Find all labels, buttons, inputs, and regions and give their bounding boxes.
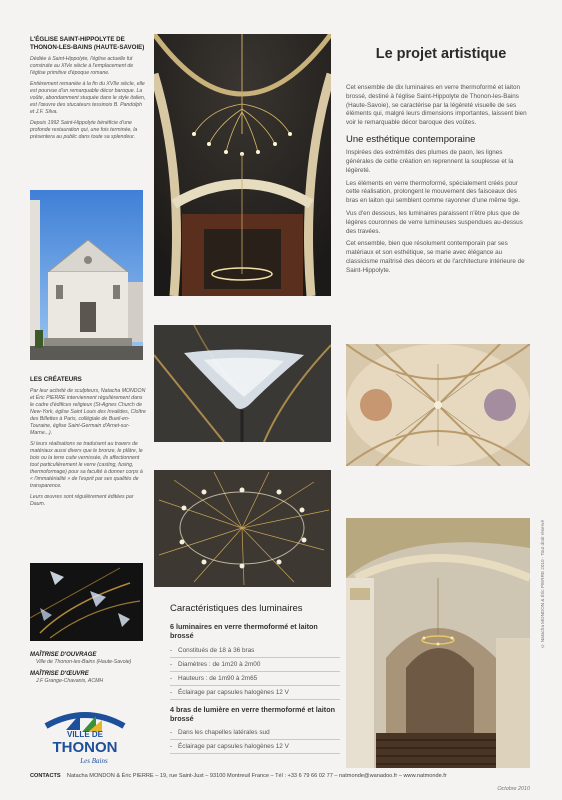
maitrise-ouvrage-text: Ville de Thonon-les-Bains (Haute-Savoie) <box>36 659 132 666</box>
list-item: - Dans les chapelles latérales sud <box>170 726 340 740</box>
specs-group1-list <box>170 644 340 700</box>
vault-ceiling-photo <box>346 344 530 466</box>
project-subtitle: Une esthétique contemporaine <box>346 134 476 146</box>
specs-group1-title: 6 luminaires en verre thermoformé et laiton brossé <box>170 622 318 641</box>
contacts-names: Natacha MONDON & Éric PIERRE <box>66 773 154 779</box>
maitrise-oeuvre-heading: MAÎTRISE D'ŒUVRE <box>30 671 89 678</box>
church-interior-photo <box>346 518 530 768</box>
creators-section <box>30 376 146 508</box>
church-description <box>30 36 146 141</box>
list-item: - Hauteurs : de 1m90 à 2m65 <box>170 672 340 686</box>
logo-line3: Les Bains <box>80 757 108 765</box>
publication-date: Octobre 2010 <box>497 786 530 792</box>
list-item: - Éclairage par capsules halogènes 12 V <box>170 686 340 700</box>
list-item: - Éclairage par capsules halogènes 12 V <box>170 740 340 754</box>
specs-group2-title: 4 bras de lumière en verre thermoformé et laiton brossé <box>170 704 335 724</box>
church-paragraph: Depuis 1992 Saint-Hippolyte bénéficie d'une profonde restauration qui, une fois terminée, la présentera au public dans toute sa splendeur. <box>30 119 138 140</box>
creators-paragraph: Par leur activité de sculpteurs, Natacha MONDON et Éric PIERRE interviennent régulièrement dans le cadre d'édifices religieux (St-Agnes Church de New-York, église Saint Louis des Invalides, Cloître des Billettes à Paris, collégiale de Bueil-en-Touraine, église Saint-Germain d'Arnet-sur-Marne...). <box>30 387 146 436</box>
church-paragraph: Entièrement remaniée à la fin du XVIIe siècle, elle est pourvue d'un remarquable décor baroque. La voûte, abondamment stuquée dans le style italien, est l'œuvre des stucateurs tessinois B. Pandolph et J.F. Silva. <box>30 80 146 115</box>
specs-section <box>170 603 340 759</box>
list-item: - Diamètres : de 1m20 à 2m00 <box>170 658 340 672</box>
copyright-credit: © Natacha MONDON & Éric PIERRE 2010 · Tout droit réservé <box>540 520 545 649</box>
contacts-footer <box>30 773 532 779</box>
project-title: Le projet artistique <box>375 46 507 62</box>
church-heading: L'ÉGLISE SAINT-HIPPOLYTE DE THONON-LES-BAINS (HAUTE-SAVOIE) <box>30 36 145 51</box>
project-intro: Cet ensemble de dix luminaires en verre thermoformé et laiton brossé, destiné à l'église Saint-Hippolyte de Thonon-les-Bains (Haute-Savoie), se caractérise par la légèreté visuelle de ses éléments qui, malgré leurs dimensions importantes, laissent bien voir le remarquable décor baroque des voûtes. <box>346 84 527 127</box>
project-paragraph: Cet ensemble, bien que résolument contemporain par ses matériaux et son esthétique, se marie avec élégance au classicisme maîtrisé des décors et de l'architecture intérieure de Saint-Hippolyte. <box>346 240 525 274</box>
church-paragraph: Dédiée à Saint-Hippolyte, l'église actuelle fut construite au XIVe siècle à l'emplacement de l'église primitive d'époque romane. <box>30 55 134 76</box>
project-section <box>346 46 530 280</box>
contacts-label: CONTACTS <box>30 773 61 779</box>
chandelier-below-photo <box>154 470 331 587</box>
project-paragraph: Vus d'en dessous, les luminaires paraissent n'être plus que de légères couronnes de verre lumineuses suspendues au-dessus des travées. <box>346 209 523 235</box>
glass-detail-photo <box>30 563 143 641</box>
logo-line1: VILLE DE <box>66 730 104 739</box>
specs-title: Caractéristiques des luminaires <box>170 603 303 614</box>
creators-heading: LES CRÉATEURS <box>30 376 82 383</box>
maitrise-ouvrage-heading: MAÎTRISE D'OUVRAGE <box>30 652 97 658</box>
maitrise-section <box>30 652 146 685</box>
creators-paragraph: Si leurs réalisations se traduisent au travers de matériaux aussi divers que le bronze, le plâtre, le bois ou la terre cuite vernissée, ils affectionnent tout particulièrement le verre (casting, fusing, thermoformage) pour sa faculté à donner corps à « l'immatérialité » de l'esprit par ses qualités de transparence. <box>30 440 143 489</box>
logo-line2: THONON <box>52 739 118 756</box>
thonon-logo <box>44 710 126 772</box>
church-exterior-photo <box>30 190 143 360</box>
project-paragraph: Les éléments en verre thermoformé, spécialement créés pour cette réalisation, prolongent le mouvement des faisceaux des bras en laiton qui semblent comme rayonner d'une même tige. <box>346 179 521 205</box>
maitrise-oeuvre-text: J.F Grange-Chavanis, ACMH <box>36 678 104 685</box>
specs-group2-list <box>170 726 340 754</box>
project-paragraph: Inspirées des extrémités des plumes de paon, les lignes générales de cette création en reprennent la souplesse et la légèreté. <box>346 149 514 174</box>
chandelier-vault-photo <box>154 34 331 296</box>
contacts-address: – 19, rue Saint-Just – 93100 Montreuil France – Tél : +33 6 79 66 02 77 – natmonde@wanadoo.fr – www.natmonde.fr <box>155 773 447 779</box>
glass-element-photo <box>154 325 331 442</box>
list-item: - Constitués de 18 à 36 bras <box>170 644 340 658</box>
creators-paragraph: Leurs œuvres sont régulièrement éditées par Daum. <box>30 493 134 507</box>
